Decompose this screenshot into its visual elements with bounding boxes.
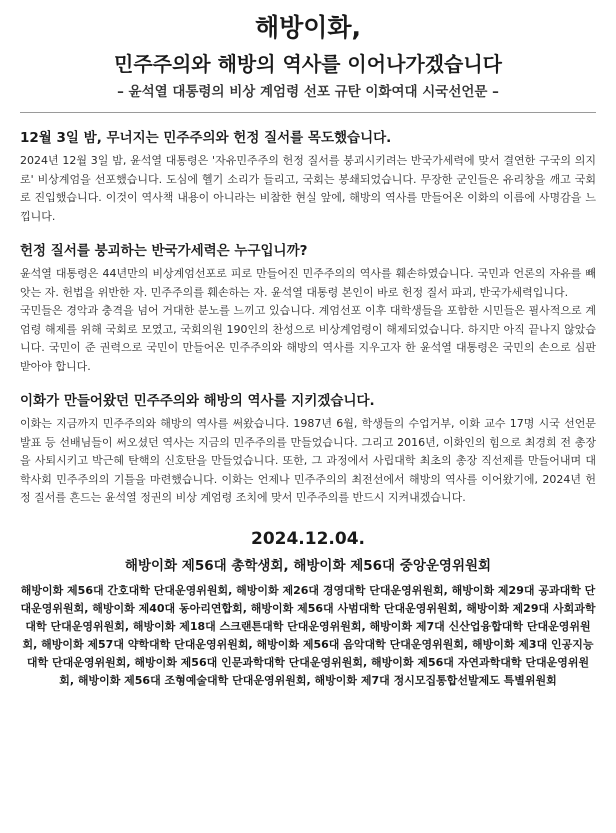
header-divider (20, 112, 596, 113)
document-subtitle: 민주주의와 해방의 역사를 이어나가겠습니다 (114, 52, 502, 76)
section-heading: 12월 3일 밤, 무너지는 민주주의와 헌정 질서를 목도했습니다. (20, 130, 392, 146)
section-paragraph: 국민들은 경악과 충격을 넘어 거대한 분노를 느끼고 있습니다. 계엄선포 이후 대학생들을 포함한 시민들은 필사적으로 계엄령 해제를 위해 국회로 모였고, 국회의원 190인의 찬성으로 비상계엄령이 해제되었습니다. 하지만 아직 끝나지 않았습니다. 국민이 준 권력으로 국민이 만들어온 민주주의와 해방의 역사를 지우고자 한 윤석열 대통령은 국민의 손으로 심판 받아야 합니다. (20, 304, 596, 373)
document-tagline: – 윤석열 대통령의 비상 계엄령 선포 규탄 이화여대 시국선언문 – (117, 84, 499, 100)
section-paragraph: 이화는 지금까지 민주주의와 해방의 역사를 써왔습니다. 1987년 6월, 학생들의 수업거부, 이화 교수 17명 시국 선언문 발표 등 선배님들이 써오셨던 역사는 지금의 민주주의를 만들었습니다. 그리고 2016년, 이화인의 힘으로 최경희 전 총장을 사퇴시키고 박근혜 탄핵의 신호탄을 만들었습니다. 또한, 그 과정에서 사립대학 최초의 총장 직선제를 만들어내며 대학사회 민주주의의 기틀을 마련했습니다. 이화는 언제나 민주주의의 최전선에서 해방의 역사를 이어왔기에, 2024년 헌정 질서를 흔드는 윤석열 정권의 비상 계엄령 조치에 맞서 민주주의를 반드시 지켜내겠습니다. (20, 417, 596, 504)
section-paragraph: 윤석열 대통령은 44년만의 비상계엄선포로 피로 만들어진 민주주의의 역사를 훼손하였습니다. 국민과 언론의 자유를 빼앗는 자. 헌법을 위반한 자. 민주주의를 훼손하는 자. 윤석열 대통령 본인이 바로 헌정 질서 파괴, 반국가세력입니다. (20, 267, 596, 299)
section-heading: 이화가 만들어왔던 민주주의와 해방의 역사를 지키겠습니다. (20, 393, 375, 409)
section-anti-state-forces (20, 242, 596, 376)
section-heading: 헌정 질서를 붕괴하는 반국가세력은 누구입니까? (20, 243, 308, 259)
signatories-list: 해방이화 제56대 간호대학 단대운영위원회, 해방이화 제26대 경영대학 단대운영위원회, 해방이화 제29대 공과대학 단대운영위원회, 해방이화 제40대 동아리연합회, 해방이화 제56대 사범대학 단대운영위원회, 해방이화 제29대 사회과학대학 단대운영위원회, 해방이화 제18대 스크랜튼대학 단대운영위원회, 해방이화 제7대 신산업융합대학 단대운영위원회, 해방이화 제57대 약학대학 단대운영위원회, 해방이화 제56대 음악대학 단대운영위원회, 해방이화 제3대 인공지능대학 단대운영위원회, 해방이화 제56대 인문과학대학 단대운영위원회, 해방이화 제56대 자연과학대학 단대운영위원회, 해방이화 제56대 조형예술대학 단대운영위원회, 해방이화 제7대 정시모집통합선발제도 특별위원회 (20, 583, 596, 687)
section-ewha-history (20, 392, 596, 508)
section-martial-law-night (20, 129, 596, 226)
main-signatories: 해방이화 제56대 총학생회, 해방이화 제56대 중앙운영위원회 (124, 557, 492, 574)
statement-date: 2024.12.04. (250, 528, 365, 549)
document-title: 해방이화, (254, 13, 362, 42)
section-paragraph: 2024년 12월 3일 밤, 윤석열 대통령은 '자유민주주의 헌정 질서를 붕괴시키려는 반국가세력에 맞서 결연한 구국의 의지로' 비상계엄을 선포했습니다. 도심에 헬기 소리가 들리고, 국회는 봉쇄되었습니다. 무장한 군인들은 유리창을 깨고 국회로 진입했습니다. 이것이 역사책 내용이 아니라는 비참한 현실 앞에, 해방의 역사를 만들어온 이화의 이름에 사명감을 느낍니다. (20, 154, 596, 223)
